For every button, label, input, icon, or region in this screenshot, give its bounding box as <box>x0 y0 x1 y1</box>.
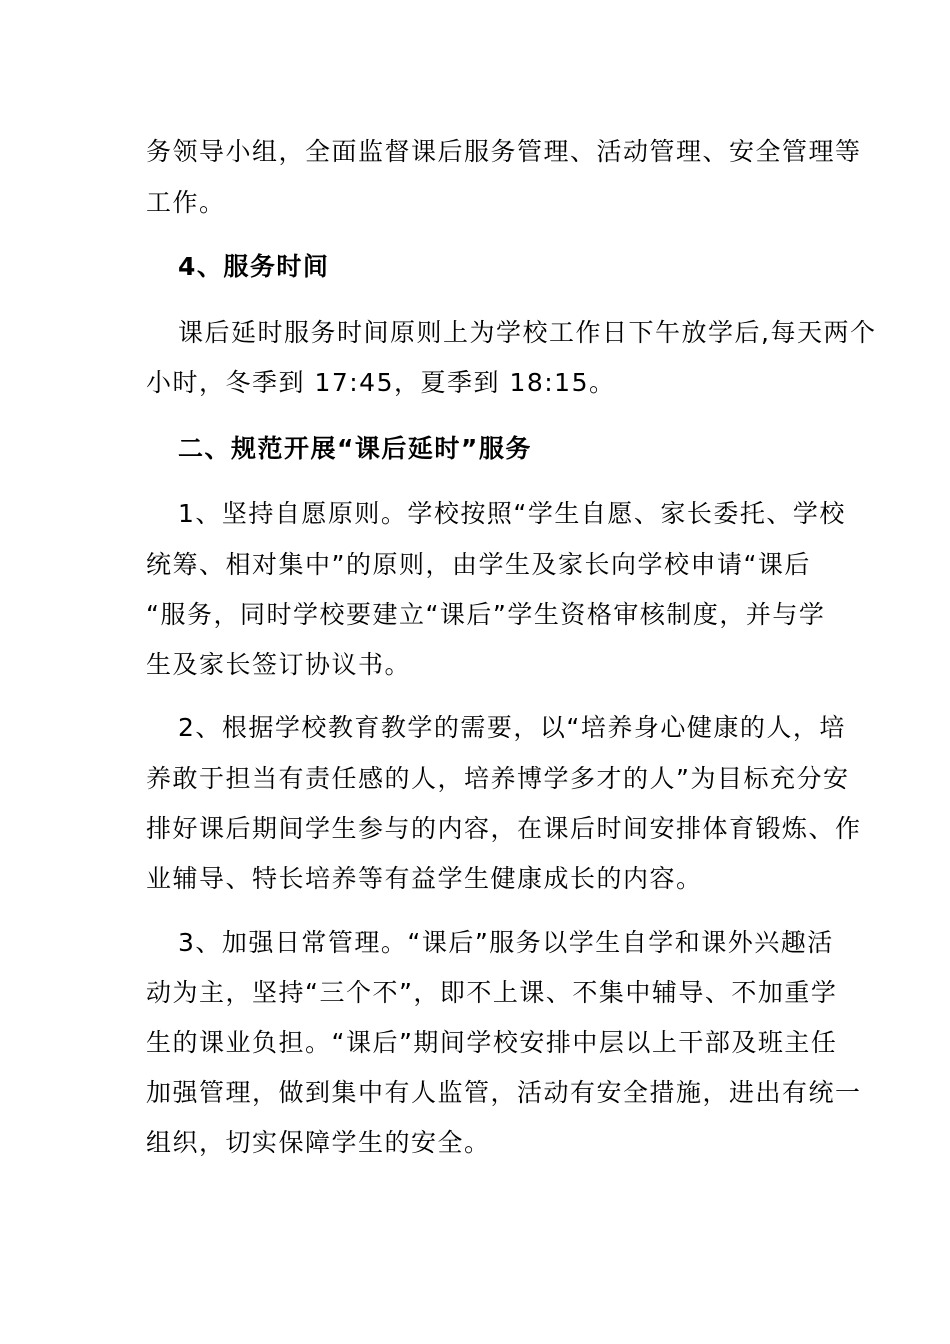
text-line: 2、根据学校教育教学的需要，以“培养身心健康的人，培 <box>178 713 846 742</box>
text-line: 动为主，坚持“三个不”，即不上课、不集中辅导、不加重学 <box>146 978 838 1007</box>
text-line: 生的课业负担。“课后”期间学校安排中层以上干部及班主任 <box>146 1028 838 1057</box>
text-line: 统筹、相对集中”的原则，由学生及家长向学校申请“课后 <box>146 550 811 579</box>
text-line: 务领导小组，全面监督课后服务管理、活动管理、安全管理等 <box>146 137 862 166</box>
text-line: 3、加强日常管理。“课后”服务以学生自学和课外兴趣活 <box>178 928 834 957</box>
heading-section-2: 二、规范开展“课后延时”服务 <box>178 434 532 463</box>
heading-service-time: 4、服务时间 <box>178 252 330 281</box>
text-line: 加强管理，做到集中有人监管，活动有安全措施，进出有统一 <box>146 1078 862 1107</box>
text-line: 生及家长签订协议书。 <box>146 650 412 679</box>
text-line: 业辅导、特长培养等有益学生健康成长的内容。 <box>146 864 703 893</box>
text-line: 养敢于担当有责任感的人，培养博学多才的人”为目标充分安 <box>146 764 850 793</box>
text-line: 排好课后期间学生参与的内容，在课后时间安排体育锻炼、作 <box>146 814 862 843</box>
text-line: 课后延时服务时间原则上为学校工作日下午放学后,每天两个 <box>178 318 877 347</box>
text-line: 1、坚持自愿原则。学校按照“学生自愿、家长委托、学校 <box>178 499 846 528</box>
text-line: 组织，切实保障学生的安全。 <box>146 1128 491 1157</box>
text-line: “服务，同时学校要建立“课后”学生资格审核制度，并与学 <box>146 600 826 629</box>
text-line: 小时，冬季到 17:45，夏季到 18:15。 <box>146 368 616 397</box>
text-line: 工作。 <box>146 188 226 217</box>
